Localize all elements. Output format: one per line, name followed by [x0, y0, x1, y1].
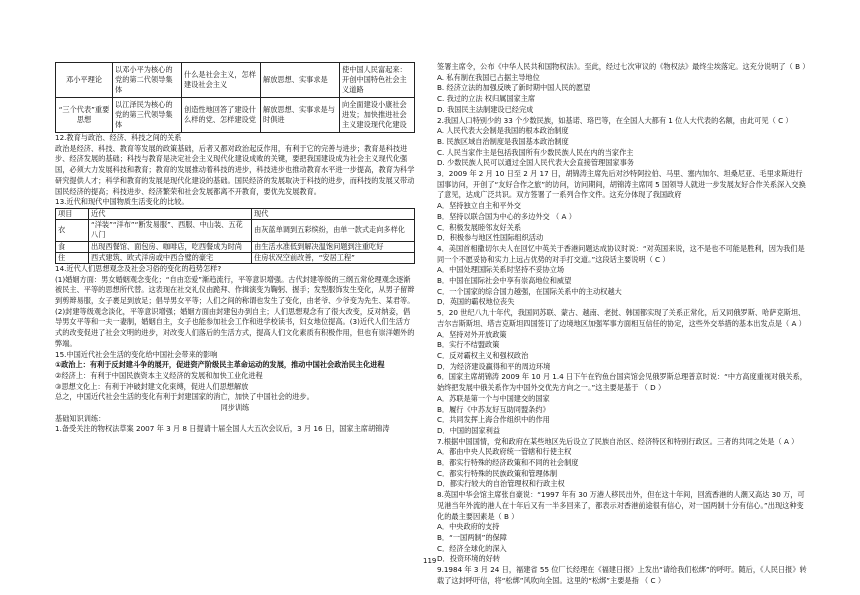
theory-table [55, 62, 415, 133]
question-4: 4．美国首相撒切尔夫人在回忆中英关于香港问题达成协议时说：“对英国来说，这不是也不可能是胜利，因为我们是同一个不愿妥协和实力上远占优势的对手打交道。”这段话主要说明（ C ） [437, 243, 805, 264]
table-cell: 以邓小平为核心的党的第二代领导集体 [113, 63, 182, 98]
table-cell: 创造性地回答了建设什么样的党、怎样建设党 [182, 98, 261, 133]
table-header-row [56, 208, 415, 219]
section-12-body: 政治是经济、科技、教育等发展的政策基础，后者又都对政治起反作用，有利于它的完善与进步；教育是科技进步、经济发展的基础；科技与教育是决定社会主义现代化建设成败的关键，要把我国建设成为社会主义现代化强国，必须大力发展科技和教育；教育的发展推动着科技的进步，科技进步也推动教育水平进一步提高，教育为科学研究提供人才；科学和教育的发展是现代化建设的基础。国民经济的发展取决于科技的进步，而科技的发展又带动国民经济的提高；科技进步、经济繁荣和社会发展都离不开教育，要优先发展教育。 [55, 143, 415, 196]
q3-option-b: B．坚持以联合国为中心的多边外交 （ A ） [437, 211, 576, 221]
section-15-point-b: ②经济上：有利于中国民族资本主义经济的发展和加快工业化进程 [55, 370, 263, 380]
q8-option-b: B．“一国两制”的保障 [437, 532, 507, 542]
table-row [56, 220, 415, 241]
q4-option-d: D．英国的霸权地位丧失 [437, 297, 515, 307]
q5-option-b: B．实行不结盟政策 [437, 340, 500, 350]
question-8: 8.英国中华会馆主席张自豪说：“1997 年有 30 万港人移民出外，但在这十年间，回流香港的人潮又高达 30 万，可见港当年外流的港人在十年后又有一半多回来了，都表示对香港前途很有信心，对一国两制十分有信心。”出现这种变化的最主要因素是（ B ） [437, 490, 805, 521]
table-cell: 以江泽民为核心的党的第三代领导集体 [113, 98, 182, 133]
q4-option-c: C．一个国家的综合国力越强，在国际关系中的主动权越大 [437, 286, 622, 296]
section-13-title: 13.近代和现代中国物质生活变化的比较。 [55, 197, 189, 207]
table-row [56, 252, 415, 263]
basic-training-heading: 基础知识训练： [55, 413, 106, 423]
q4-option-a: A．中国处理国际关系时坚持不妥协立场 [437, 265, 565, 275]
q1-option-d: D. 我国民主法制建设已经完成 [437, 104, 534, 114]
table-cell: 住房状况空前改善，“安居工程” [252, 252, 415, 263]
table-cell: 使中国人民富起来：开创中国特色社会主义道路 [340, 63, 415, 98]
table-cell: 由生活水准低到解决温饱问题到注重吃好 [252, 241, 415, 252]
table-cell: 住 [56, 252, 89, 263]
table-cell: 出现西餐馆、面包房、咖啡店，吃西餐成为时尚 [89, 241, 252, 252]
q1-option-b: B. 经济立法的加强反映了新时期中国人民的愿望 [437, 83, 591, 93]
q8-option-a: A．中央政府的支持 [437, 522, 500, 532]
question-2: 2.我国人口特别少的 33 个少数民族，如基诺、珞巴等，在全国人大都有 1 位人大代表的名额，由此可见（ C ） [437, 115, 793, 125]
q5-option-d: D．为经济建设赢得和平的周边环境 [437, 361, 551, 371]
table-cell: 解放思想、实事求是 [261, 63, 340, 98]
question-3: 3．2009 年 2 月 10 日至 2 月 17 日，胡锦涛主席先后对沙特阿拉伯、马里、塞内加尔、坦桑尼亚、毛里求斯进行国事访问，开创了“友好合作之旅”的访问，访问期间，胡锦涛主席同 5 国领导人就进一步发展友好合作关系深入交换了意见，达成广泛共识。双方签署了一系列合作文件。这充分体现了我国政府 [437, 169, 806, 200]
right-column [437, 62, 810, 586]
page-number: 119 [423, 557, 437, 565]
sync-training-heading: 同步训练 [220, 403, 250, 413]
table-row [56, 241, 415, 252]
question-1-cont: 签署主席令，公布《中华人民共和国物权法》。至此，经过七次审议的《物权法》最终尘埃落定。这充分说明了（ B ） [437, 62, 810, 71]
q3-option-c: C．积极发展睦邻友好关系 [437, 222, 522, 232]
table-row [56, 63, 415, 98]
section-15-title: 15.中国近代社会生活的变化给中国社会带来的影响 [55, 349, 218, 359]
table-cell: 解放思想、实事求是与时俱进 [261, 98, 340, 133]
q6-option-a: A．苏联是第一个与中国建交的国家 [437, 393, 550, 403]
question-6: 6．国家主席胡锦涛 2009 年 10 月 1.4 日下午在钓鱼台国宾馆会见俄罗斯总理普京时说：“中方高度重视对俄关系，始终把发展中俄关系作为中国外交优先方向之一。”这主要是基于 （ D ） [437, 372, 807, 393]
q1-option-c: C. 我过的立法 权归属国家主席 [437, 94, 536, 104]
table-cell: 西式建筑、欧式洋房或中西合璧的豪宅 [89, 252, 252, 263]
table-cell: 向全面建设小康社会进发；加快推进社会主义建设现代化建设 [340, 98, 415, 133]
section-15-point-a: ①政治上：有利于反封建斗争的展开，促进资产阶级民主革命运动的发展，推动中国社会政治民主化进程 [55, 360, 385, 370]
section-14-body: (1)婚姻方面：男女婚姻观念变化；“自由恋爱”渐趋流行，平等意识增强。古代封建等级的三纲五常伦理观念逐渐被民主、平等的思想所代替。这表现在社交礼仪由跪拜、作揖演变为鞠躬、握手；发型服饰发生变化，从男子留辫到剪辫易服，女子裹足到放足；倡导男女平等；人们之间的称谓也发生了变化，由老爷、少爷变为先生、某君等。(2)封建等级观念淡化，平等意识增强；婚姻方面由封建包办到自主；人们思想观念有了很大改变，反对纳妾，倡导男女平等和一夫一妻制，婚姻自主，女子也能参加社会工作和进学校读书，妇女地位提高。(3)近代人们生活方式的改变促进了社会文明的进步，对改变人们落后的生活方式，提高人们文化素质有积极作用，但也有崇洋媚外的弊端。 [55, 274, 415, 348]
table-cell: 由灰蓝单调到五彩缤纷，由单一款式走向多样化 [252, 220, 415, 241]
question-7: 7.根据中国国情，党和政府在某些地区先后设立了民族自治区、经济特区和特别行政区。三者的共同之处是（ A ） [437, 436, 799, 446]
q2-option-d: D. 少数民族人民可以通过全国人民代表大会直接管理国家事务 [437, 158, 634, 168]
section-15-point-c: ③思想文化上：有利于冲破封建文化束缚，促进人们思想解放 [55, 381, 249, 391]
left-column [55, 62, 415, 435]
q7-option-c: C．都实行特殊的民族政策和管理体制 [437, 468, 558, 478]
q8-option-d: D．投资环境的好转 [437, 554, 501, 564]
q3-option-d: D．积极参与地区性国际组织活动 [437, 233, 544, 243]
q2-option-a: A. 人民代表大会制是我国的根本政治制度 [437, 126, 569, 136]
table-cell: 食 [56, 241, 89, 252]
q6-option-c: C．共同发挥上海合作组织中的作用 [437, 415, 550, 425]
section-14-title: 14.近代人们思想观念及社会习俗的变化的趋势怎样? [55, 263, 222, 273]
q7-option-b: B．都实行特殊的经济政策和不同的社会制度 [437, 458, 579, 468]
section-15-summary: 总之，中国近代社会生活的变化有利于封建国家的消亡，加快了中国社会的进步。 [55, 392, 314, 402]
table-header-cell: 项目 [56, 208, 89, 219]
table-cell: “洋装”“洋布”“断发易服”、西服、中山装、五花八门 [89, 220, 252, 241]
table-cell: 衣 [56, 220, 89, 241]
table-header-cell: 现代 [252, 208, 415, 219]
q5-option-a: A．坚持对外开放政策 [437, 329, 507, 339]
q2-option-c: C. 人民当家作主是包括我国所有少数民族人民在内的当家作主 [437, 147, 634, 157]
q7-option-d: D．都实行较大的自治管理权和行政主权 [437, 479, 565, 489]
table-cell: “三个代表”重要思想 [56, 98, 113, 133]
q4-option-b: B．中国在国际社会中享有崇高地位和威望 [437, 276, 572, 286]
q6-option-d: D．中国的国家利益 [437, 425, 501, 435]
q3-option-a: A．坚持独立自主和平外交 [437, 201, 521, 211]
section-12-title: 12.教育与政治、经济、科技之间的关系 [55, 133, 182, 142]
question-1-start: 1.备受关注的物权法草案 2007 年 3 月 8 日提请十届全国人大五次会议后，3 月 16 日，国家主席胡锦涛 [55, 424, 390, 434]
q6-option-b: B．履行《中苏友好互助同盟条约》 [437, 404, 550, 414]
question-9: 9.1984 年 3 月 24 日，福建省 55 位厂长经理在《福建日报》上发出“请给我们松绑”的呼吁。随后，《人民日报》转载了这封呼吁信，将“松绑”风吹向全国。这里的“松绑”主要是指 （ C ） [437, 565, 807, 585]
question-5: 5．20 世纪八九十年代，我国同苏联、蒙古、越南、老挝、韩国都实现了关系正常化，后又同俄罗斯、哈萨克斯坦、吉尔吉斯斯坦、塔吉克斯坦四国签订了边境地区加强军事方面相互信任的协定，这些外交举措的基本出发点是（ A ） [437, 308, 806, 328]
q7-option-a: A．都由中央人民政府统一管辖和行使主权 [437, 447, 572, 457]
table-header-cell: 近代 [89, 208, 252, 219]
life-comparison-table [55, 208, 415, 264]
table-row [56, 98, 415, 133]
q8-option-c: C．经济全球化的深入 [437, 543, 507, 553]
table-cell: 什么是社会主义，怎样建设社会主义 [182, 63, 261, 98]
q5-option-c: C．反对霸权主义和强权政治 [437, 350, 529, 360]
q1-option-a: A. 私有制在我国已占据主导地位 [437, 72, 540, 82]
table-cell: 邓小平理论 [56, 63, 113, 98]
q2-option-b: B. 民族区域自治制度是我国基本政治制度 [437, 136, 569, 146]
